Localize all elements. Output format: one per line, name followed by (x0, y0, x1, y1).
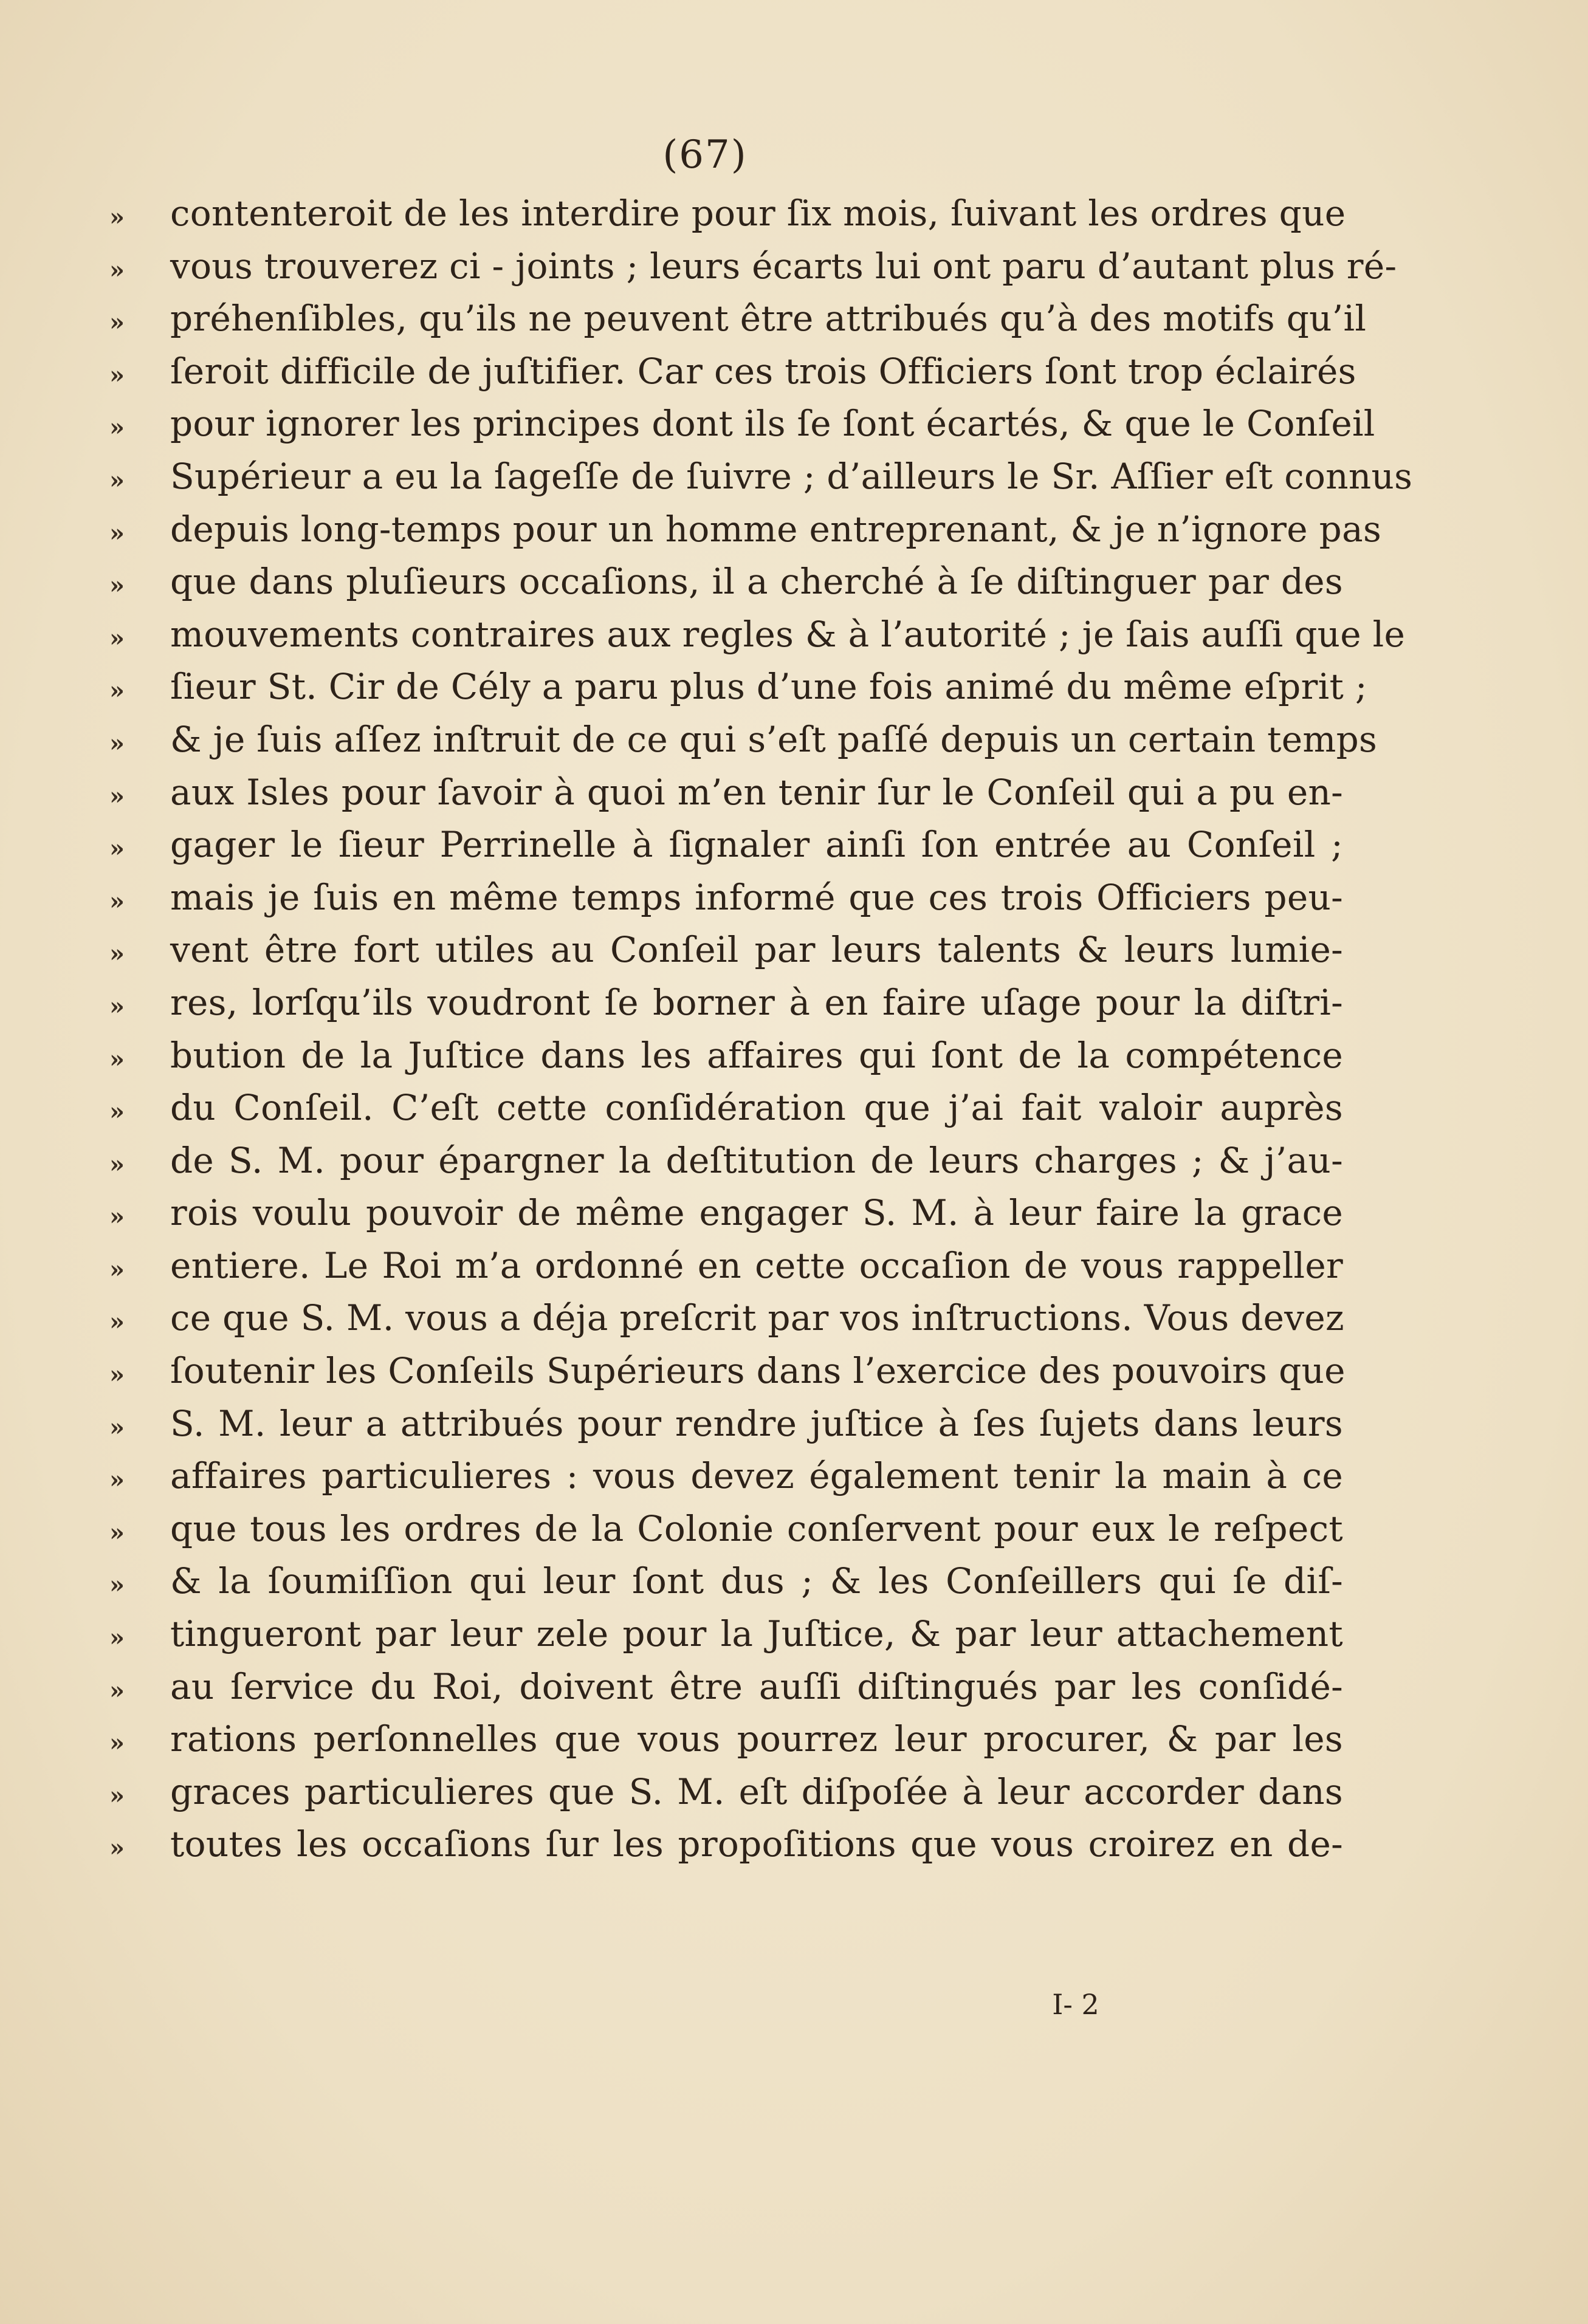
text-line (103, 292, 1367, 345)
text-line (103, 1345, 1346, 1397)
text-line (103, 766, 1343, 819)
line-text: ſeroit difficile de juſtifier. Car ces trois Officiers ſont trop éclairés (170, 350, 1356, 392)
text-line (103, 187, 1346, 240)
quote-mark: » (109, 1571, 125, 1600)
quote-mark: » (109, 1202, 125, 1232)
quote-mark: » (109, 1044, 125, 1074)
text-line (103, 1187, 1343, 1239)
text-line (103, 1081, 1343, 1134)
text-line (103, 924, 1343, 976)
line-text: gager le ſieur Perrinelle à ſignaler ainſi ſon entrée au Conſeil ; (170, 824, 1343, 866)
quote-mark: » (109, 1308, 125, 1337)
text-line (103, 1818, 1343, 1871)
line-text: vous trouverez ci - joints ; leurs écarts lui ont paru d’autant plus ré- (170, 245, 1397, 287)
line-text: Supérieur a eu la ſageſſe de ſuivre ; d’ailleurs le Sr. Aſſier eſt connus (170, 455, 1413, 497)
text-line (103, 976, 1343, 1029)
line-text: entiere. Le Roi m’a ordonné en cette occaſion de vous rappeller (170, 1244, 1343, 1286)
page-number: (67) (662, 132, 748, 177)
quote-mark: » (109, 1255, 125, 1284)
quote-mark: » (109, 1360, 125, 1390)
text-line (103, 1608, 1343, 1661)
text-line (103, 1292, 1343, 1345)
quote-mark: » (109, 465, 125, 495)
line-text: mais je ſuis en même temps informé que ces trois Officiers peu- (170, 876, 1343, 918)
text-line (103, 1450, 1343, 1503)
text-line (103, 871, 1343, 924)
line-text: & je ſuis aſſez inſtruit de ce qui s’eſt paſſé depuis un certain temps (170, 718, 1378, 760)
text-line (103, 818, 1343, 871)
quote-mark: » (109, 1465, 125, 1495)
line-text: que dans pluſieurs occaſions, il a cherché à ſe diſtinguer par des (170, 561, 1343, 603)
text-line (103, 1766, 1343, 1818)
line-text: du Conſeil. C’eſt cette conſidération que j’ai fait valoir auprès (170, 1087, 1343, 1129)
text-line (103, 608, 1406, 661)
text-line (103, 240, 1397, 293)
line-text: de S. M. pour épargner la deſtitution de leurs charges ; & j’au- (170, 1139, 1343, 1181)
line-text: toutes les occaſions ſur les propoſitions que vous croirez en de- (170, 1823, 1343, 1865)
quote-mark: » (109, 781, 125, 811)
quote-mark: » (109, 1150, 125, 1179)
quote-mark: » (109, 939, 125, 968)
quote-mark: » (109, 360, 125, 389)
text-line (103, 1713, 1343, 1766)
line-text: rations perſonnelles que vous pourrez leur procurer, & par les (170, 1718, 1343, 1760)
quote-mark: » (109, 518, 125, 547)
line-text: aux Isles pour ſavoir à quoi m’en tenir ſur le Conſeil qui a pu en- (170, 771, 1343, 813)
text-line (103, 1134, 1343, 1187)
text-line (103, 1555, 1343, 1608)
quote-mark: » (109, 413, 125, 442)
quote-mark: » (109, 1518, 125, 1547)
text-line (103, 345, 1356, 398)
text-line (103, 1397, 1343, 1450)
text-line (103, 397, 1375, 450)
line-text: contenteroit de les interdire pour ſix mois, ſuivant les ordres que (170, 193, 1346, 234)
text-line (103, 1503, 1343, 1555)
line-text: tingueront par leur zele pour la Juſtice, & par leur attachement (170, 1613, 1343, 1655)
quote-mark: » (109, 992, 125, 1021)
line-text: au ſervice du Roi, doivent être auſſi diſtingués par les conſidé- (170, 1665, 1343, 1707)
quote-mark: » (109, 1623, 125, 1653)
catchword: I- 2 (1052, 1988, 1099, 2021)
quote-mark: » (109, 676, 125, 705)
line-text: mouvements contraires aux regles & à l’autorité ; je ſais auſſi que le (170, 613, 1406, 655)
line-text: S. M. leur a attribués pour rendre juſtice à ſes ſujets dans leurs (170, 1402, 1343, 1444)
quote-mark: » (109, 1781, 125, 1810)
line-text: ce que S. M. vous a déja preſcrit par vos inſtructions. Vous devez (170, 1297, 1344, 1339)
line-text: graces particulieres que S. M. eſt diſpoſée à leur accorder dans (170, 1770, 1343, 1812)
quote-mark: » (109, 834, 125, 863)
quote-mark: » (109, 308, 125, 337)
line-text: depuis long-temps pour un homme entreprenant, & je n’ignore pas (170, 508, 1382, 550)
line-text: vent être fort utiles au Conſeil par leurs talents & leurs lumie- (170, 929, 1343, 971)
quote-mark: » (109, 886, 125, 916)
text-line (103, 503, 1382, 556)
line-text: rois voulu pouvoir de même engager S. M. à leur faire la grace (170, 1192, 1343, 1234)
line-text: ſoutenir les Conſeils Supérieurs dans l’exercice des pouvoirs que (170, 1350, 1346, 1392)
quote-mark: » (109, 623, 125, 653)
line-text: res, lorſqu’ils voudront ſe borner à en faire uſage pour la diſtri- (170, 981, 1343, 1023)
quote-mark: » (109, 255, 125, 284)
quote-mark: » (109, 203, 125, 231)
quote-mark: » (109, 1676, 125, 1705)
quote-mark: » (109, 1729, 125, 1758)
line-text: ſieur St. Cir de Cély a paru plus d’une fois animé du même eſprit ; (170, 666, 1367, 708)
line-text: pour ignorer les principes dont ils ſe ſont écartés, & que le Conſeil (170, 403, 1375, 445)
quote-mark: » (109, 1413, 125, 1442)
quote-mark: » (109, 571, 125, 600)
body-text (103, 187, 1413, 1871)
text-line (103, 1029, 1343, 1082)
quote-mark: » (109, 728, 125, 758)
line-text: affaires particulieres : vous devez également tenir la main à ce (170, 1455, 1343, 1497)
line-text: préhenſibles, qu’ils ne peuvent être attribués qu’à des motifs qu’il (170, 298, 1367, 340)
text-line (103, 450, 1413, 503)
quote-mark: » (109, 1834, 125, 1863)
text-line (103, 660, 1367, 713)
text-line (103, 1239, 1343, 1292)
line-text: & la ſoumiſſion qui leur ſont dus ; & les Conſeillers qui ſe diſ- (170, 1560, 1343, 1602)
text-line (103, 555, 1343, 608)
line-text: bution de la Juſtice dans les affaires qui ſont de la compétence (170, 1034, 1343, 1076)
quote-mark: » (109, 1097, 125, 1126)
text-line (103, 1661, 1343, 1713)
text-line (103, 713, 1378, 766)
line-text: que tous les ordres de la Colonie conſervent pour eux le reſpect (170, 1507, 1343, 1549)
